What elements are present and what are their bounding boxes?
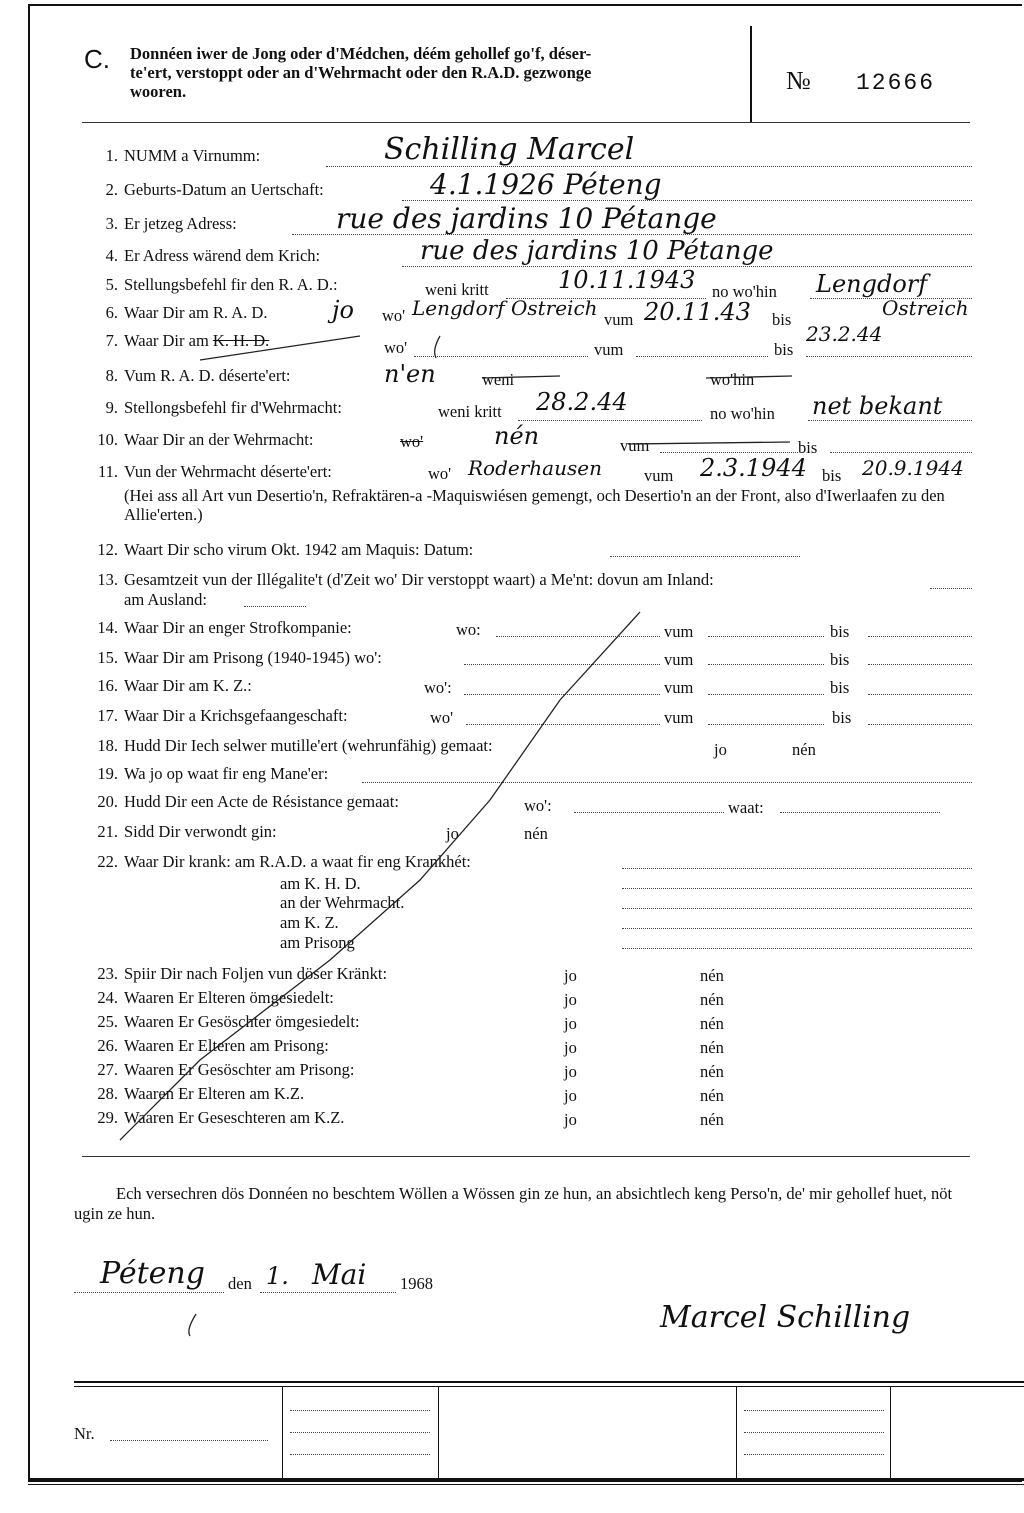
q11-to: 20.9.1944 xyxy=(862,456,964,480)
q11-to-label: bis xyxy=(822,466,842,485)
form-title-line: te'ert, verstoppt oder an d'Wehrmacht oder den R.A.D. gezwonge xyxy=(130,63,592,82)
strike-stroke xyxy=(706,376,792,378)
question-13: 13. Gesamtzeit vun der Illégalite't (d'Zeit wo' Dir verstoppt waart) a Me'nt: dovun am Inland: xyxy=(97,570,714,589)
month-handwritten: Mai xyxy=(312,1258,367,1291)
question-27: 27. Waaren Er Gesöschter am Prisong: xyxy=(97,1060,355,1079)
q11-where: Roderhausen xyxy=(468,456,602,480)
q16-where-label: wo': xyxy=(424,678,452,697)
question-11: 11. Vun der Wehrmacht déserte'ert: xyxy=(97,462,332,481)
year-label: 1968 xyxy=(400,1274,433,1293)
q7-where-label: wo' xyxy=(384,338,408,357)
q17-from-label: vum xyxy=(664,708,694,727)
q22-sub-kz: am K. Z. xyxy=(280,913,339,932)
question-16: 16. Waar Dir am K. Z.: xyxy=(97,676,252,695)
q24-yes: jo xyxy=(564,990,577,1009)
q23-no: nén xyxy=(700,966,724,985)
question-17: 17. Waar Dir a Krichsgefaangeschaft: xyxy=(97,706,348,725)
day-handwritten: 1. xyxy=(266,1262,289,1290)
q5-where-label: no wo'hin xyxy=(712,282,777,301)
q10-where-label: wo' xyxy=(400,432,424,451)
strike-stroke xyxy=(628,442,790,444)
form-number: 12666 xyxy=(856,70,936,96)
q8-whereto-label: wo'hin xyxy=(710,370,755,389)
strike-stroke xyxy=(482,376,560,378)
q29-yes: jo xyxy=(564,1110,577,1129)
q6-yes: jo xyxy=(332,296,354,324)
q17-where-label: wo' xyxy=(430,708,454,727)
place-handwritten: Péteng xyxy=(100,1256,205,1291)
q25-yes: jo xyxy=(564,1014,577,1033)
q10-answer: nén xyxy=(494,422,540,450)
question-4: 4. Er Adress wärend dem Krich: xyxy=(105,246,321,265)
q28-no: nén xyxy=(700,1086,724,1105)
question-12: 12. Waart Dir scho virum Okt. 1942 am Maquis: Datum: xyxy=(97,540,474,559)
question-9: 9. Stellongsbefehl fir d'Wehrmacht: xyxy=(105,398,342,417)
q24-no: nén xyxy=(700,990,724,1009)
q27-no: nén xyxy=(700,1062,724,1081)
question-5: 5. Stellungsbefehl fir den R. A. D.: xyxy=(105,275,338,294)
q6-from-label: vum xyxy=(604,310,634,329)
q20-where-label: wo': xyxy=(524,796,552,815)
q22-sub-prisong: am Prisong xyxy=(280,933,355,952)
question-3: 3. Er jetzeg Adress: xyxy=(105,214,237,233)
question-21: 21. Sidd Dir verwondt gin: xyxy=(97,822,277,841)
q9-where-label: no wo'hin xyxy=(710,404,775,423)
question-18: 18. Hudd Dir Iech selwer mutille'ert (wehrunfähig) gemaat: xyxy=(97,736,493,755)
q9-date: 28.2.44 xyxy=(536,388,628,416)
question-2: 2. Geburts-Datum an Uertschaft: xyxy=(105,180,324,199)
signature: Marcel Schilling xyxy=(660,1300,911,1335)
q28-yes: jo xyxy=(564,1086,577,1105)
q16-to-label: bis xyxy=(830,678,850,697)
q6-where-label: wo' xyxy=(382,306,406,325)
q15-from-label: vum xyxy=(664,650,694,669)
answer-birth: 4.1.1926 Péteng xyxy=(430,168,662,201)
q22-sub-wehrmacht: an der Wehrmacht. xyxy=(280,893,405,912)
q8-answer: n'en xyxy=(384,360,436,388)
q8-when-label: weni xyxy=(482,370,515,389)
q9-where: net bekant xyxy=(812,392,943,420)
question-24: 24. Waaren Er Elteren ömgesiedelt: xyxy=(97,988,334,1007)
q5-where: Lengdorf xyxy=(816,270,928,298)
question-6: 6. Waar Dir am R. A. D. xyxy=(105,303,268,322)
q14-from-label: vum xyxy=(664,622,694,641)
section-letter: C. xyxy=(84,44,110,74)
zero-stroke xyxy=(435,336,440,358)
q11-note: (Hei ass all Art vun Desertio'n, Refraktären-a -Maquiswiésen gemengt, och Desertio'n an der Front, also d'Iwerlaafen zu den Allie'erten.) xyxy=(124,486,945,524)
q18-no: nén xyxy=(792,740,816,759)
question-10: 10. Waar Dir an der Wehrmacht: xyxy=(97,430,314,449)
q17-to-label: bis xyxy=(832,708,852,727)
q16-from-label: vum xyxy=(664,678,694,697)
declaration-text: Ech versechren dös Donnéen no beschtem Wöllen a Wössen gin ze hun, an absichtlech keng Perso'n, de' mir gehollef huet, nöt ugin ze hun. xyxy=(74,1184,953,1223)
q6-from: 20.11.43 xyxy=(644,298,751,326)
strike-stroke xyxy=(200,336,360,360)
q11-where-label: wo' xyxy=(428,464,452,483)
cancel-diagonal-stroke xyxy=(120,612,640,1140)
question-25: 25. Waaren Er Gesöschter ömgesiedelt: xyxy=(97,1012,360,1031)
question-7: 7. Waar Dir am K. H. D. xyxy=(105,331,270,350)
q14-to-label: bis xyxy=(830,622,850,641)
question-20: 20. Hudd Dir een Acte de Résistance gemaat: xyxy=(97,792,399,811)
q21-yes: jo xyxy=(446,824,459,843)
q6-to: 23.2.44 xyxy=(806,322,883,346)
q20-what-label: waat: xyxy=(728,798,764,817)
q25-no: nén xyxy=(700,1014,724,1033)
question-15: 15. Waar Dir am Prisong (1940-1945) wo': xyxy=(97,648,382,667)
q23-yes: jo xyxy=(564,966,577,985)
q27-yes: jo xyxy=(564,1062,577,1081)
q18-yes: jo xyxy=(714,740,727,759)
q11-from-label: vum xyxy=(644,466,674,485)
nr-label: Nr. xyxy=(74,1424,95,1443)
question-28: 28. Waaren Er Elteren am K.Z. xyxy=(97,1084,305,1103)
q10-to-label: bis xyxy=(798,438,818,457)
number-sign: № xyxy=(786,66,811,95)
question-26: 26. Waaren Er Elteren am Prisong: xyxy=(97,1036,329,1055)
q15-to-label: bis xyxy=(830,650,850,669)
q22-sub-khd: am K. H. D. xyxy=(280,874,361,893)
q7-to-label: bis xyxy=(774,340,794,359)
question-22: 22. Waar Dir krank: am R.A.D. a waat fir eng Krankhét: xyxy=(97,852,471,871)
place-tail-stroke xyxy=(189,1314,196,1336)
q14-where-label: wo: xyxy=(456,620,481,639)
form-title-line: Donnéen iwer de Jong oder d'Médchen, déém gehollef go'f, déser- xyxy=(130,44,592,63)
q21-no: nén xyxy=(524,824,548,843)
question-1: 1. NUMM a Virnumm: xyxy=(105,146,261,165)
q6-where: Lengdorf Ostreich xyxy=(412,296,598,320)
q5-date: 10.11.1943 xyxy=(558,266,696,294)
q13-abroad-label: am Ausland: xyxy=(124,590,207,609)
q11-from: 2.3.1944 xyxy=(700,454,807,482)
question-23: 23. Spiir Dir nach Foljen vun döser Kränkt: xyxy=(97,964,388,983)
question-8: 8. Vum R. A. D. déserte'ert: xyxy=(105,366,291,385)
q10-from-label: vum xyxy=(620,436,650,455)
answer-name: Schilling Marcel xyxy=(384,132,635,167)
q29-no: nén xyxy=(700,1110,724,1129)
question-19: 19. Wa jo op waat fir eng Mane'er: xyxy=(97,764,329,783)
question-14: 14. Waar Dir an enger Strofkompanie: xyxy=(97,618,352,637)
form-title-line: wooren. xyxy=(130,82,187,101)
q6-to-label: bis xyxy=(772,310,792,329)
q7-from-label: vum xyxy=(594,340,624,359)
answer-address: rue des jardins 10 Pétange xyxy=(336,202,717,235)
question-29: 29. Waaren Er Geseschteren am K.Z. xyxy=(97,1108,345,1127)
answer-war-address: rue des jardins 10 Pétange xyxy=(420,236,774,266)
q6-extra: Ostreich xyxy=(882,296,969,320)
q26-no: nén xyxy=(700,1038,724,1057)
q9-when-label: weni kritt xyxy=(438,402,502,421)
q5-when-label: weni kritt xyxy=(425,280,489,299)
q26-yes: jo xyxy=(564,1038,577,1057)
den-label: den xyxy=(228,1274,252,1293)
